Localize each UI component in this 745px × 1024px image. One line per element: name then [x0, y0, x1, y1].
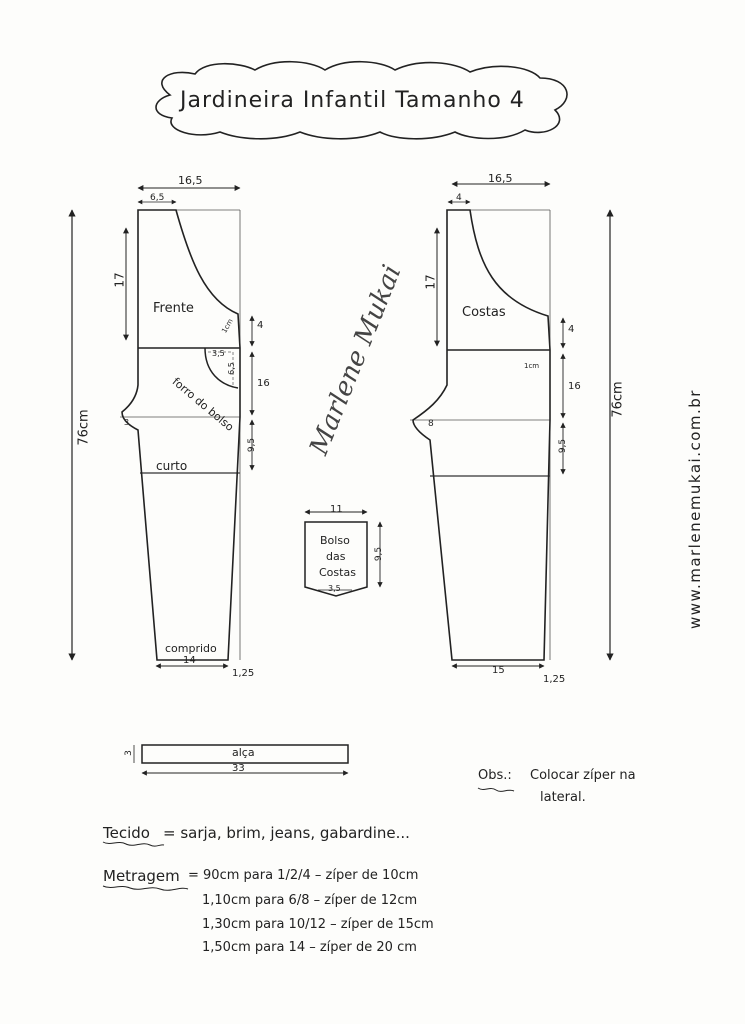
strap-length-label: 33 — [232, 763, 245, 774]
fabric-text: = sarja, brim, jeans, gabardine... — [163, 824, 410, 842]
back-side-9-5-label: 9,5 — [558, 438, 569, 454]
back-neck-label: 4 — [456, 193, 462, 203]
back-one-cm-label: 1cm — [524, 362, 540, 370]
front-total-height-label: 76cm — [76, 409, 92, 446]
front-pocket-3-5-label: 3,5 — [212, 349, 225, 358]
yardage-row-2: 1,10cm para 6/8 – zíper de 12cm — [202, 893, 418, 908]
obs-line2: lateral. — [540, 790, 586, 805]
front-neck-label: 6,5 — [150, 193, 165, 203]
back-crotch-8-label: 8 — [428, 419, 434, 429]
strap-label: alça — [232, 746, 255, 759]
page-title: Jardineira Infantil Tamanho 4 — [180, 88, 525, 113]
front-short-label: curto — [156, 459, 188, 473]
front-long-label: comprido — [165, 642, 217, 655]
front-pocket-6-5-label: 6,5 — [226, 362, 236, 375]
back-piece-label: Costas — [462, 305, 506, 320]
pocket-label-line3: Costas — [319, 566, 356, 579]
front-hem-width-label: 14 — [183, 655, 196, 666]
obs-label: Obs.: — [478, 768, 512, 783]
pocket-label-line1: Bolso — [320, 534, 350, 547]
back-total-height-label: 76cm — [610, 381, 626, 418]
signature: Marlene Mukai — [304, 260, 408, 460]
front-piece-label: Frente — [153, 301, 194, 316]
obs-line1: Colocar zíper na — [530, 768, 636, 783]
front-side-4-label: 4 — [257, 320, 264, 331]
front-hem-offset-label: 1,25 — [232, 668, 255, 679]
back-hem-width-label: 15 — [492, 665, 505, 676]
back-width-label: 16,5 — [488, 172, 513, 185]
front-side-9-5-label: 9,5 — [247, 437, 258, 453]
back-hem-offset-label: 1,25 — [543, 674, 566, 685]
website-label: www.marlenemukai.com.br — [685, 389, 704, 629]
back-side-16-label: 16 — [568, 381, 581, 392]
strap-height-label: 3 — [123, 750, 134, 756]
back-17-label: 17 — [423, 274, 438, 290]
front-one-cm-label: 1cm — [220, 317, 235, 335]
front-17-label: 17 — [112, 272, 127, 288]
yardage-row-4: 1,50cm para 14 – zíper de 20 cm — [202, 940, 417, 955]
pocket-height-label: 9,5 — [374, 546, 385, 562]
yardage-row-1: = 90cm para 1/2/4 – zíper de 10cm — [188, 868, 419, 883]
pocket-bottom-label: 3,5 — [328, 584, 341, 593]
front-side-16-label: 16 — [257, 378, 270, 389]
front-outline — [122, 210, 240, 660]
yardage-row-3: 1,30cm para 10/12 – zíper de 15cm — [202, 917, 434, 932]
back-side-4-label: 4 — [568, 324, 575, 335]
yardage-label: Metragem — [103, 867, 180, 885]
front-width-label: 16,5 — [178, 174, 203, 187]
fabric-label: Tecido — [103, 824, 150, 842]
pocket-width-label: 11 — [330, 504, 343, 515]
pocket-label-line2: das — [326, 550, 346, 563]
back-piece — [410, 184, 610, 666]
front-pocket-lining-label: forro do bolso — [169, 375, 237, 434]
front-crotch-3-label: 3 — [124, 418, 130, 427]
